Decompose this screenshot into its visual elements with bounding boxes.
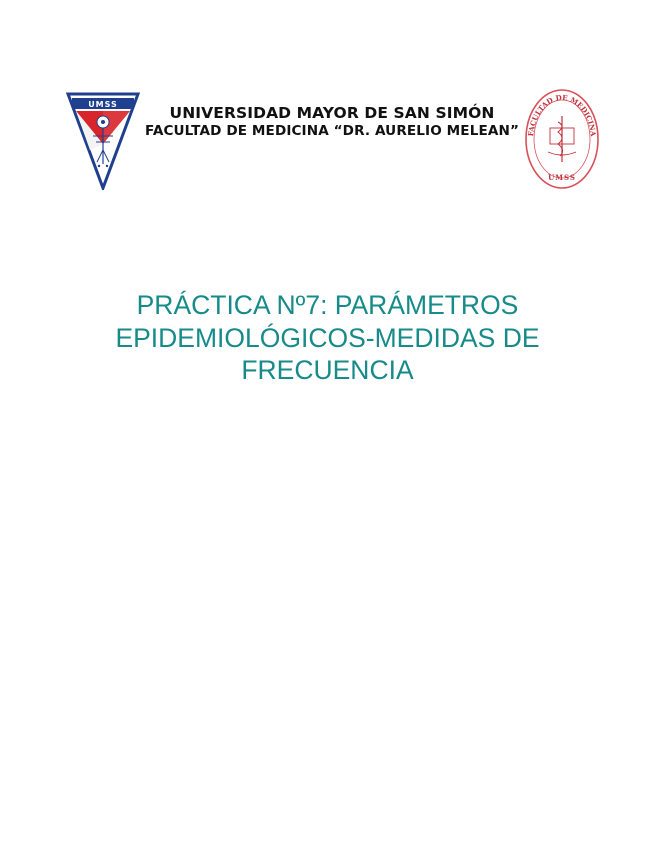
practice-title (60, 289, 595, 387)
umss-logo-icon (66, 92, 140, 190)
university-name: UNIVERSIDAD MAYOR DE SAN SIMÓN (169, 104, 495, 122)
umss-logo-text: UMSS (88, 100, 118, 109)
title-line: EPIDEMIOLÓGICOS-MEDIDAS DE (115, 322, 540, 353)
seal-top-text: FACULTAD DE MEDICINA (526, 92, 598, 137)
institution-heading (140, 104, 524, 140)
document-header (0, 0, 655, 200)
faculty-name: FACULTAD DE MEDICINA “DR. AURELIO MELEAN” (145, 123, 519, 139)
medicine-faculty-seal-icon (524, 88, 600, 190)
title-line: PRÁCTICA Nº7: PARÁMETROS (136, 290, 519, 320)
title-line: FRECUENCIA (241, 355, 414, 385)
seal-bottom-text: UMSS (548, 173, 576, 182)
